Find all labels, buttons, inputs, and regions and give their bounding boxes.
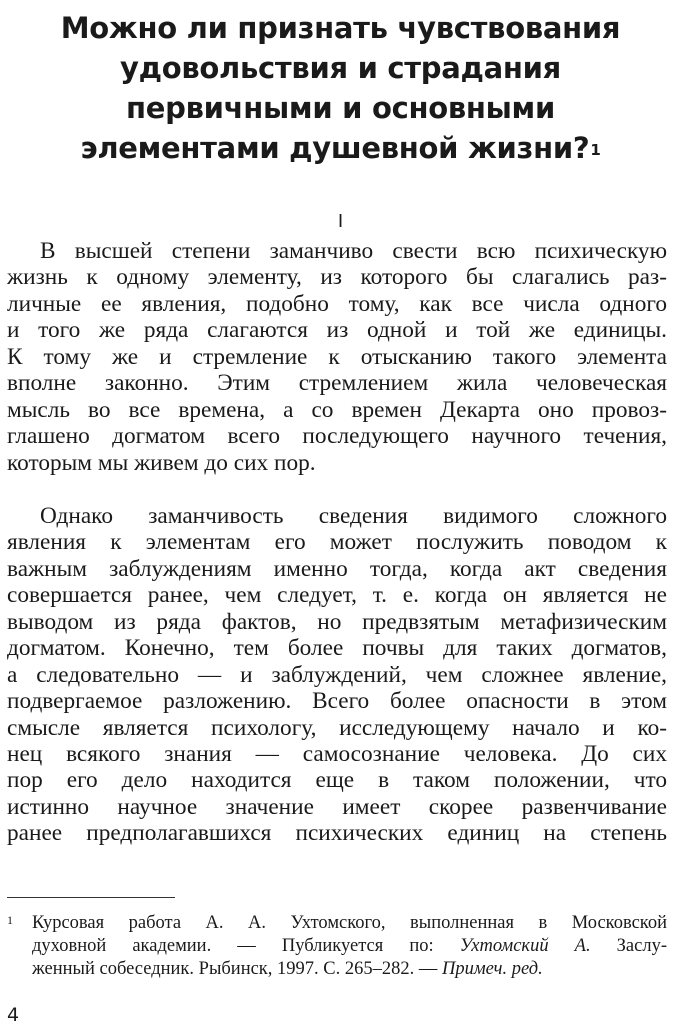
chapter-title	[0, 8, 681, 168]
editor-note: Примеч. ред.	[442, 959, 543, 979]
text-line: мысль во все времена, а со времен Декарта оно провоз-	[7, 396, 667, 423]
title-line: Можно ли признать чувствования	[60, 11, 621, 45]
text-line: подвергаемое разложению. Всего более опасности в этом	[7, 688, 667, 715]
paragraph-1	[7, 238, 667, 476]
text-line: а следовательно — и заблуждений, чем сложнее явление,	[7, 661, 667, 688]
paragraph-2	[7, 503, 667, 847]
footnote-line: Курсовая работа А. А. Ухтомского, выполненная в Московской	[32, 913, 667, 933]
text-line: ранее предполагавшихся психических единиц на степень	[7, 820, 667, 847]
text-line: смысле является психологу, исследующему начало и ко-	[7, 714, 667, 741]
text-line: догматом. Конечно, тем более почвы для таких догматов,	[7, 635, 667, 662]
footnote-separator	[7, 897, 175, 898]
section-number: I	[337, 211, 344, 232]
footnote-text: духовной академии. — Публикуется по:	[32, 936, 460, 956]
text-line: совершается ранее, чем следует, т. е. когда он является не	[7, 582, 667, 609]
text-line: жизнь к одному элементу, из которого бы слагались раз-	[7, 264, 667, 291]
title-line-text: элементами душевной жизни?	[80, 131, 590, 165]
text-line: личные ее явления, подобно тому, как все числа одного	[7, 290, 667, 317]
footnote-text: женный собеседник. Рыбинск, 1997. С. 265–282. —	[32, 959, 443, 979]
text-line: и того же ряда слагаются из одной и той же единицы.	[7, 317, 667, 344]
text-line: глашено догматом всего последующего научного течения,	[7, 423, 667, 450]
footnote	[7, 912, 667, 981]
text-line: явления к элементам его может послужить поводом к	[7, 529, 667, 556]
footnote-text: Заслу-	[590, 936, 667, 956]
text-line: вполне законно. Этим стремлением жила человеческая	[7, 370, 667, 397]
footnote-reference[interactable]: 1	[590, 141, 601, 159]
text-line: Однако заманчивость сведения видимого сложного	[40, 503, 667, 529]
title-line	[0, 128, 681, 168]
title-line: удовольствия и страдания	[120, 51, 561, 85]
text-line: нец всякого знания — самосознание человека. До сих	[7, 740, 667, 767]
text-line: В высшей степени заманчиво свести всю психическую	[40, 238, 667, 264]
text-line: выводом из ряда фактов, но предвзятым метафизическим	[7, 608, 667, 635]
text-line: истинно научное значение имеет скорее развенчивание	[7, 793, 667, 820]
footnote-line	[7, 958, 667, 981]
text-line: пор его дело находится еще в таком положении, что	[7, 767, 667, 794]
text-line: важным заблуждениям именно тогда, когда акт сведения	[7, 555, 667, 582]
text-line: которым мы живем до сих пор.	[7, 449, 316, 476]
footnote-mark: 1	[7, 913, 13, 927]
page-number: 4	[7, 1004, 20, 1026]
text-line: К тому же и стремление к отысканию такого элемента	[7, 343, 667, 370]
title-line: первичными и основными	[126, 91, 555, 125]
footnote-author: Ухтомский А.	[459, 936, 591, 956]
footnote-line	[7, 935, 667, 958]
